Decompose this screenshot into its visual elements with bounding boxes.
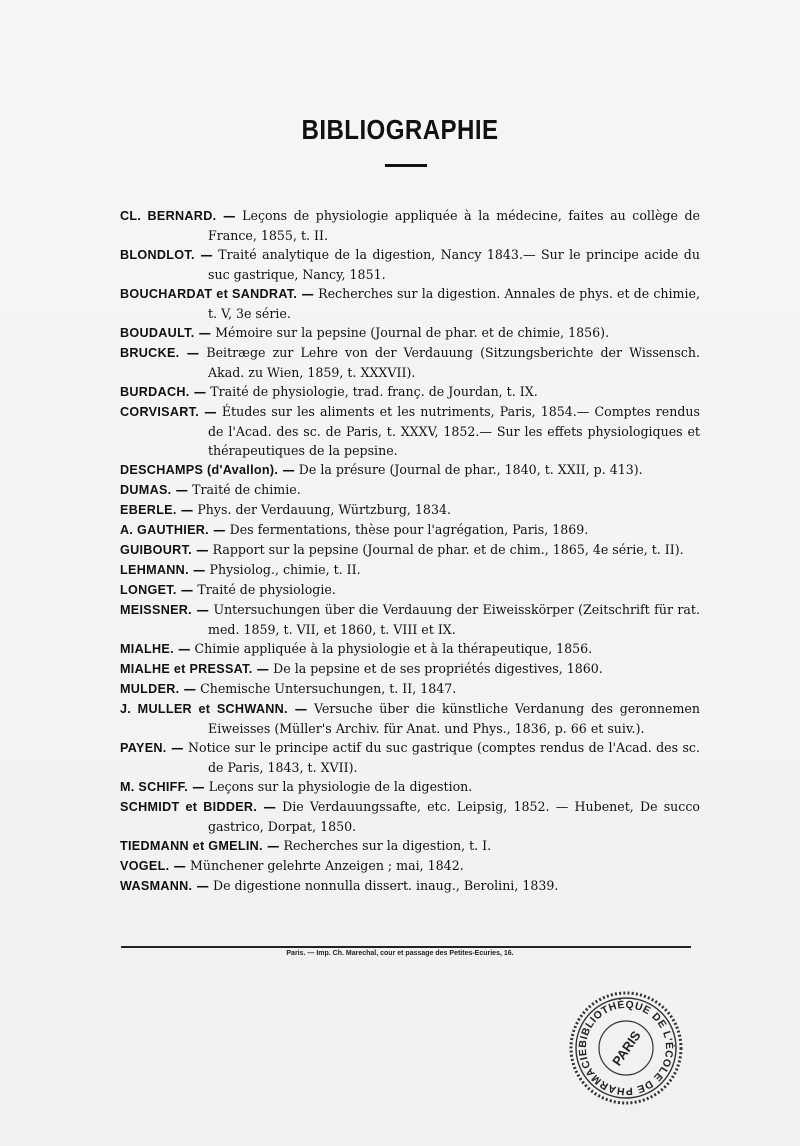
entry-separator: — [200,247,213,262]
entry-text: De la présure (Journal de phar., 1840, t. XXII, p. 413). [298,462,643,477]
entry-text: Physiolog., chimie, t. II. [209,562,361,577]
entry-separator: — [256,661,270,676]
entry-separator: — [186,345,200,360]
entry-text: Beitræge zur Lehre von der Verdauung (Sitzungsberichte der Wissensch. Akad. zu Wien, 1859, t. XXXVII). [206,345,700,380]
entry-text: Leçons de physiologie appliquée à la médecine, faites au collège de France, 1855, t. II. [208,208,700,243]
entry-text: Die Verdauungssafte, etc. Leipsig, 1852. — Hubenet, De succo gastrico, Dorpat, 1850. [208,799,700,834]
entry-separator: — [175,482,189,497]
entry-author: EBERLE. [120,503,177,517]
entry-separator: — [192,562,206,577]
entry-separator: — [180,502,194,517]
entry-separator: — [263,799,276,814]
bibliography-entry [120,876,700,896]
bibliography-entry [120,382,700,402]
entry-separator: — [177,641,191,656]
bibliography-entry [120,738,700,777]
entry-author: A. GAUTHIER. [120,523,209,537]
entry-separator: — [195,542,209,557]
entry-separator: — [301,286,314,301]
entry-text: De la pepsine et de ses propriétés digestives, 1860. [273,661,603,676]
entry-author: MIALHE. [120,642,174,656]
entry-author: DESCHAMPS (d'Avallon). [120,463,279,477]
entry-text: Traité de physiologie, trad. franç. de Jourdan, t. IX. [210,384,538,399]
entry-text: Des fermentations, thèse pour l'agrégation, Paris, 1869. [229,522,589,537]
entry-separator: — [204,404,217,419]
entry-separator: — [294,701,308,716]
entry-author: TIEDMANN et GMELIN. [120,839,263,853]
page-title: BIBLIOGRAPHIE [301,114,499,145]
entry-author: BOUDAULT. [120,326,195,340]
bibliography-entry [120,284,700,323]
entry-text: Leçons sur la physiologie de la digestion. [208,779,473,794]
entry-text: Chimie appliquée à la physiologie et à la thérapeutique, 1856. [194,641,593,656]
entry-author: BURDACH. [120,385,190,399]
entry-author: GUIBOURT. [120,543,192,557]
bibliography-entry [120,836,700,856]
entry-text: Recherches sur la digestion. Annales de phys. et de chimie, t. V, 3e série. [208,286,700,321]
entry-author: WASMANN. [120,879,193,893]
bibliography-entry [120,206,700,245]
bibliography-entry [120,323,700,343]
entry-text: De digestione nonnulla dissert. inaug., Berolini, 1839. [213,878,559,893]
entry-text: Notice sur le principe actif du suc gastrique (comptes rendus de l'Acad. des sc. de Paris, 1843, t. XVII). [187,740,700,775]
entry-text: Münchener gelehrte Anzeigen ; mai, 1842. [190,858,464,873]
bibliography-entry [120,245,700,284]
entry-text: Traité analytique de la digestion, Nancy 1843.— Sur le principe acide du suc gastrique, Nancy, 1851. [208,247,700,282]
entry-text: Versuche über die künstliche Verdanung des geronnemen Eiweisses (Müller's Archiv. für Anat. und Phys., 1836, p. 66 et suiv.). [208,701,700,736]
entry-author: BOUCHARDAT et SANDRAT. [120,287,298,301]
entry-text: Rapport sur la pepsine (Journal de phar. et de chim., 1865, 4e série, t. II). [212,542,684,557]
bibliography-entry [120,500,700,520]
entry-author: J. MULLER et SCHWANN. [120,702,288,716]
bibliography-entry [120,343,700,382]
bibliography-entry [120,856,700,876]
entry-author: DUMAS. [120,483,172,497]
bibliography-entry [120,679,700,699]
stamp-center-text: PARIS [609,1028,644,1069]
bibliography-entry [120,600,700,639]
bibliography-entry [120,777,700,797]
bibliography-entry [120,540,700,560]
library-stamp [568,990,684,1106]
entry-separator: — [196,602,210,617]
entry-author: CL. BERNARD. [120,209,217,223]
entry-author: LONGET. [120,583,177,597]
printer-imprint: Paris. — Imp. Ch. Marechal, cour et passage des Petites-Ecuries, 16. [286,950,514,957]
entry-author: MULDER. [120,682,180,696]
entry-author: SCHMIDT et BIDDER. [120,800,258,814]
entry-separator: — [266,838,280,853]
bibliography-entry [120,580,700,600]
title-rule [385,164,427,167]
entry-separator: — [196,878,209,893]
entry-separator: — [222,208,236,223]
entry-text: Traité de physiologie. [197,582,336,597]
bibliography-entry [120,639,700,659]
entry-separator: — [183,681,197,696]
entry-separator: — [171,740,184,755]
entry-author: MEISSNER. [120,603,192,617]
entry-text: Untersuchungen über die Verdauung der Eiweisskörper (Zeitschrift für rat. med. 1859, t. VII, et 1860, t. VIII et IX. [208,602,700,637]
bibliography-entry [120,797,700,836]
entry-author: LEHMANN. [120,563,189,577]
stamp-outer-text: BIBLIOTHÈQUE DE L'ÉCOLE DE PHARMACIE [576,998,676,1098]
bibliography-entry [120,560,700,580]
entry-author: CORVISART. [120,405,200,419]
entry-text: Traité de chimie. [192,482,301,497]
bibliography-entry [120,402,700,460]
entry-author: MIALHE et PRESSAT. [120,662,253,676]
entry-separator: — [173,858,186,873]
bibliography-entry [120,520,700,540]
footer-rule [121,946,691,948]
entry-author: PAYEN. [120,741,167,755]
entry-author: BLONDLOT. [120,248,195,262]
entry-author: VOGEL. [120,859,170,873]
entry-separator: — [282,462,295,477]
bibliography-entry [120,460,700,480]
entry-author: BRUCKE. [120,346,180,360]
entry-separator: — [180,582,194,597]
bibliography-entry [120,480,700,500]
entry-text: Études sur les aliments et les nutriments, Paris, 1854.— Comptes rendus de l'Acad. des sc. de Paris, t. XXXV, 1852.— Sur les effets physiologiques et thérapeutiques de la pepsine. [208,404,700,458]
bibliography-entry [120,659,700,679]
entry-separator: — [193,384,207,399]
entry-text: Mémoire sur la pepsine (Journal de phar. et de chimie, 1856). [215,325,610,340]
bibliography-list [120,206,700,896]
entry-separator: — [198,325,212,340]
entry-separator: — [212,522,226,537]
bibliography-entry [120,699,700,738]
entry-author: M. SCHIFF. [120,780,189,794]
entry-separator: — [192,779,205,794]
entry-text: Recherches sur la digestion, t. I. [283,838,492,853]
entry-text: Chemische Untersuchungen, t. II, 1847. [200,681,457,696]
entry-text: Phys. der Verdauung, Würtzburg, 1834. [197,502,451,517]
